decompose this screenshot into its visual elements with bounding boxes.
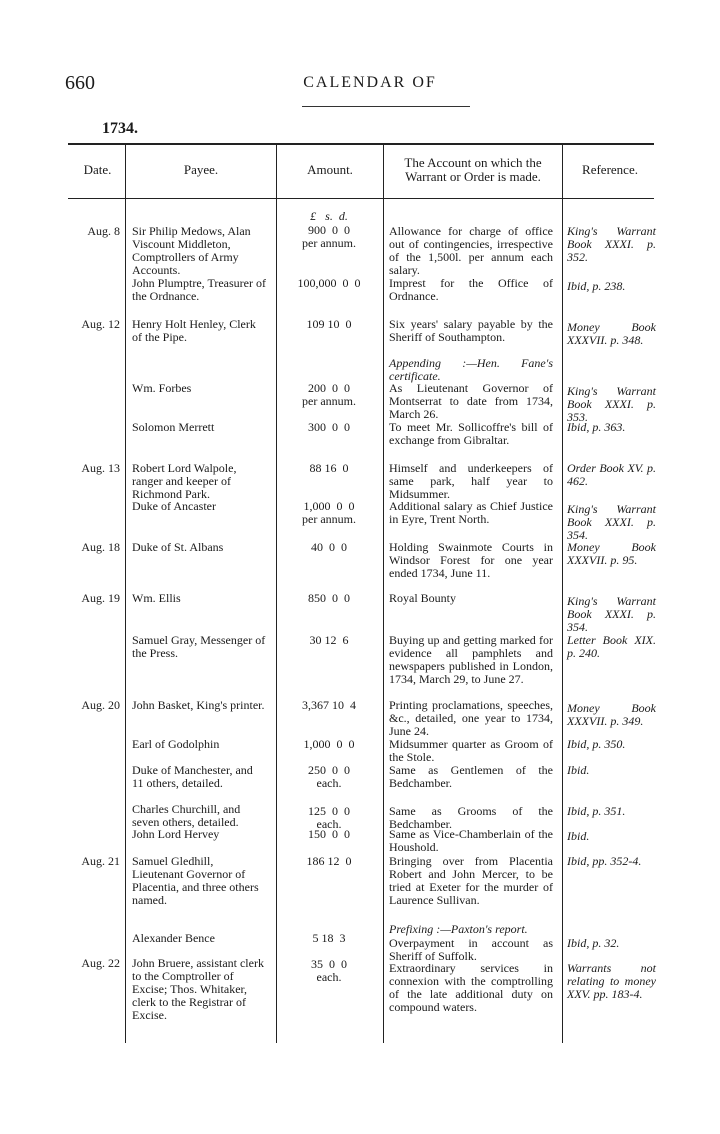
row-reference: Ibid, pp. 352-4. [567,854,642,868]
row-payee: Samuel Gledhill, Lieutenant Governor of Placentia, and three others named. [132,854,259,907]
row-reference: Money Book XXXVII. p. 349. [567,701,656,728]
row-amount: 150 0 0 [308,827,350,841]
column-header-payee: Payee. [183,162,219,177]
column-divider [125,143,126,1043]
row-account: Extraordinary services in connexion with the comptrolling of the late additional duty on compound waters. [389,961,553,1014]
row-amount: 125 0 0 [308,804,350,818]
row-amount: 900 0 0 [308,223,350,237]
row-reference: King's Warrant Book XXXI. p. 352. [567,224,656,264]
row-date: Aug. 18 [81,540,120,554]
row-account: As Lieutenant Governor of Montserrat to date from 1734, March 26. [389,381,553,421]
row-account: Royal Bounty [389,591,457,605]
row-payee: Alexander Bence [132,931,215,945]
row-account: Imprest for the Office of Ordnance. [389,276,553,303]
column-header-account: The Account on which the Warrant or Order is made. [404,155,542,184]
row-reference: Ibid, p. 363. [567,420,626,434]
row-reference: Warrants not relating to money XXV. pp. 183-4. [567,961,656,1001]
row-date: Aug. 13 [81,461,120,475]
row-reference: King's Warrant Book XXXI. p. 354. [567,502,656,542]
row-reference: Ibid, p. 238. [567,279,626,293]
row-amount: 100,000 0 0 [297,276,361,290]
row-payee: John Basket, King's printer. [132,698,265,712]
row-account: Bringing over from Placentia Robert and John Mercer, to be tried at Exeter for the murder of Laurence Sullivan. [389,854,553,907]
row-account-note: Prefixing :—Paxton's report. [389,922,528,936]
row-payee: Robert Lord Walpole, ranger and keeper of Richmond Park. [132,461,237,501]
column-divider [276,143,277,1043]
row-payee: John Plumptre, Treasurer of the Ordnance. [132,276,266,303]
row-amount: 109 10 0 [306,317,352,331]
row-amount: 3,367 10 4 [302,698,356,712]
row-payee: Wm. Ellis [132,591,181,605]
row-date: Aug. 21 [81,854,120,868]
head-rule [302,106,470,107]
row-account: Overpayment in account as Sheriff of Suffolk. [389,936,553,963]
row-amount: 35 0 0 [311,957,347,971]
row-payee: Henry Holt Henley, Clerk of the Pipe. [132,317,256,344]
column-header-date: Date. [83,162,112,177]
row-amount: 300 0 0 [308,420,350,434]
row-account: To meet Mr. Sollicoffre's bill of exchange from Gibraltar. [389,420,553,447]
page-number: 660 [65,72,95,94]
row-date: Aug. 12 [81,317,120,331]
row-amount-note: per annum. [302,236,356,250]
row-reference: King's Warrant Book XXXI. p. 353. [567,384,656,424]
currency-header: £ s. d. [310,209,348,223]
row-reference: King's Warrant Book XXXI. p. 354. [567,594,656,634]
row-reference: Money Book XXXVII. p. 348. [567,320,656,347]
row-payee: Earl of Godolphin [132,737,220,751]
row-reference: Order Book XV. p. 462. [567,461,656,488]
row-date: Aug. 19 [81,591,120,605]
row-amount: 250 0 0 [308,763,350,777]
row-account: Holding Swainmote Courts in Windsor Forest for one year ended 1734, June 11. [389,540,553,580]
row-account: Additional salary as Chief Justice in Eyre, Trent North. [389,499,553,526]
year-heading: 1734. [102,120,138,137]
row-account: Midsummer quarter as Groom of the Stole. [389,737,553,764]
row-amount: 850 0 0 [308,591,350,605]
row-amount: 30 12 6 [309,633,349,647]
row-amount: 186 12 0 [306,854,352,868]
column-divider [562,143,563,1043]
row-date: Aug. 8 [87,224,120,238]
column-header-amount: Amount. [307,162,353,177]
row-date: Aug. 20 [81,698,120,712]
row-reference: Ibid. [567,829,590,843]
row-reference: Ibid, p. 32. [567,936,620,950]
row-payee: Charles Churchill, and seven others, detailed. [132,802,241,829]
row-account-note: Appending :—Hen. Fane's certificate. [389,356,553,383]
row-reference: Ibid, p. 351. [567,804,626,818]
row-account: Himself and underkeepers of same park, half year to Midsummer. [389,461,553,501]
row-payee: John Bruere, assistant clerk to the Comptroller of Excise; Thos. Whitaker, clerk to the Registrar of Excise. [132,956,264,1022]
row-payee: Duke of St. Albans [132,540,224,554]
row-account: Allowance for charge of office out of contingencies, irrespective of the 1,500l. per annum each salary. [389,224,553,277]
running-head: CALENDAR OF [303,74,437,91]
row-account: Buying up and getting marked for evidence all pamphlets and newspapers published in London, 1734, March 29, to June 27. [389,633,553,686]
row-account: Same as Gentlemen of the Bedchamber. [389,763,553,790]
row-amount: 40 0 0 [311,540,347,554]
row-payee: Samuel Gray, Messenger of the Press. [132,633,266,660]
row-payee: John Lord Hervey [132,827,220,841]
row-payee: Wm. Forbes [132,381,192,395]
column-divider [383,143,384,1043]
row-account: Same as Vice-Chamberlain of the Houshold. [389,827,553,854]
row-amount-note: per annum. [302,394,356,408]
row-account: Printing proclamations, speeches, &c., detailed, one year to 1734, June 24. [389,698,553,738]
row-amount-note: per annum. [302,512,356,526]
row-amount: 88 16 0 [309,461,349,475]
row-amount: 1,000 0 0 [303,737,355,751]
row-account: Same as Grooms of the Bedchamber. [389,804,553,831]
row-reference: Letter Book XIX. p. 240. [567,633,656,660]
row-payee: Solomon Merrett [132,420,215,434]
row-reference: Ibid. [567,763,590,777]
row-reference: Money Book XXXVII. p. 95. [567,540,656,567]
row-date: Aug. 22 [81,956,120,970]
table-header-rule [68,198,654,199]
row-amount-note: each. [316,817,342,831]
row-amount-note: each. [316,776,342,790]
row-amount: 1,000 0 0 [303,499,355,513]
row-amount: 200 0 0 [308,381,350,395]
table-top-rule [68,143,654,145]
row-account: Six years' salary payable by the Sheriff of Southampton. [389,317,553,344]
row-payee: Duke of Manchester, and 11 others, detailed. [132,763,253,790]
row-amount-note: each. [316,970,342,984]
row-payee: Sir Philip Medows, Alan Viscount Middleton, Comptrollers of Army Accounts. [132,224,251,277]
row-payee: Duke of Ancaster [132,499,216,513]
row-reference: Ibid, p. 350. [567,737,626,751]
row-amount: 5 18 3 [312,931,346,945]
column-header-reference: Reference. [582,162,638,177]
